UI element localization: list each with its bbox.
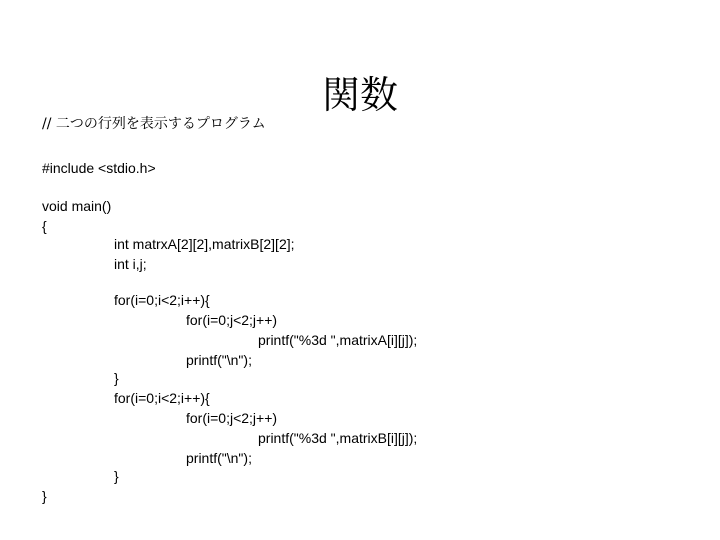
code-declaration-line: int matrxA[2][2],matrixB[2][2]; (114, 236, 295, 252)
code-close-brace-line: } (42, 488, 47, 504)
code-printf-line: printf("\n"); (186, 450, 252, 466)
code-main-signature-line: void main() (42, 198, 112, 214)
code-comment-line: // 二つの行列を表示するプログラム (42, 116, 266, 132)
code-declaration-line: int i,j; (114, 256, 147, 272)
code-printf-line: printf("%3d ",matrixB[i][j]); (258, 430, 418, 446)
code-close-brace-line: } (114, 468, 119, 484)
code-close-brace-line: } (114, 370, 119, 386)
code-for-loop-line: for(i=0;j<2;j++) (186, 410, 278, 426)
code-printf-line: printf("%3d ",matrixA[i][j]); (258, 332, 418, 348)
code-for-loop-line: for(i=0;i<2;i++){ (114, 390, 210, 406)
code-for-loop-line: for(i=0;j<2;j++) (186, 312, 278, 328)
code-include-line: #include <stdio.h> (42, 160, 156, 176)
code-for-loop-line: for(i=0;i<2;i++){ (114, 292, 210, 308)
code-printf-line: printf("\n"); (186, 352, 252, 368)
slide-title: 関数 (321, 73, 398, 118)
code-open-brace-line: { (42, 218, 47, 234)
